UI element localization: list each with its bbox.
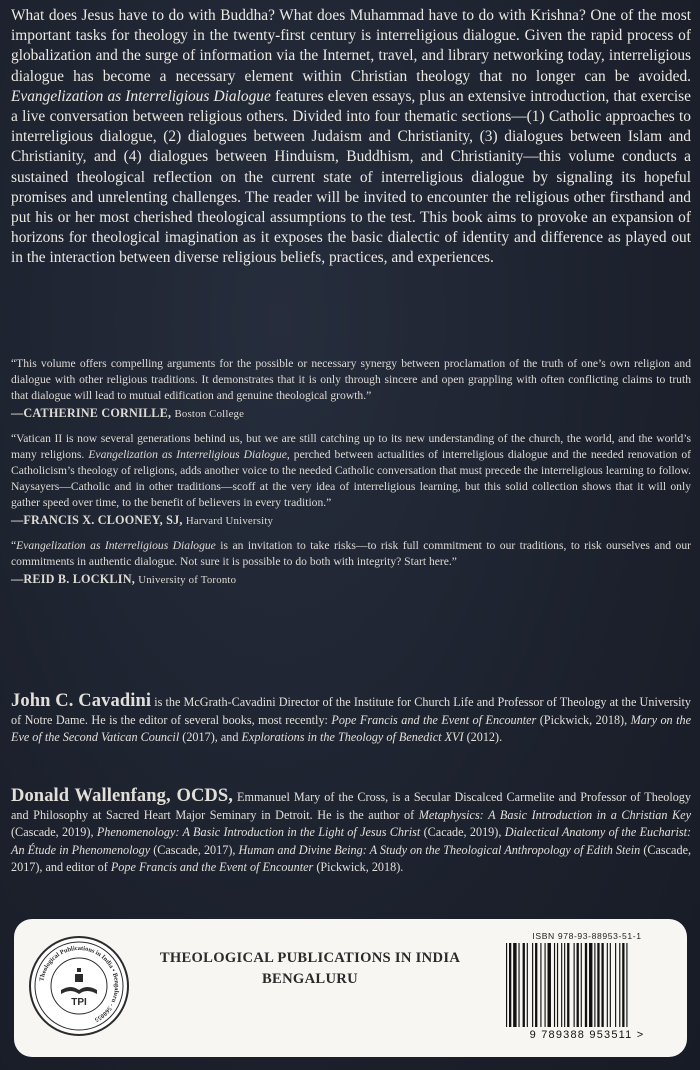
bio-text: is the McGrath-Cavadini Director of the Institute for Church Life and Professor of Theology at the University of Notre Dame. He is the editor of several books, most recently: <box>11 695 691 727</box>
endorser-affiliation: University of Toronto <box>138 574 237 586</box>
publisher-name <box>145 948 475 990</box>
bio-text: (Cascade, 2017), and editor of <box>11 842 692 875</box>
back-cover-blurb <box>11 6 691 269</box>
endorsement-book-title: Evangelization as Interreligious Dialogue, <box>88 448 290 461</box>
bio-text: Emmanuel Mary of the Cross, is a Secular Discalced Carmelite and Professor of Theology and Philosophy at Sacred Heart Major Seminary in Detroit. He is the author of <box>11 790 691 822</box>
endorser-name: —REID B. LOCKLIN, <box>11 572 135 586</box>
svg-text:Theological Publications in In: Theological Publications in India • Bengaluru - 560055 <box>38 944 121 1024</box>
bio-book-title: Pope Francis and the Event of Encounter <box>331 712 537 727</box>
endorsement-clooney <box>11 431 691 529</box>
bio-book-title: Human and Divine Being: A Study on the Theological Anthropology of Edith Stein <box>238 842 641 857</box>
endorser-affiliation: Harvard University <box>185 515 274 527</box>
bio-text: (Cascade, 2019), <box>11 825 94 840</box>
publisher-line-2: BENGALURU <box>262 971 358 987</box>
publisher-footer <box>14 919 687 1057</box>
barcode-icon <box>502 943 672 1031</box>
bio-book-title: Pope Francis and the Event of Encounter <box>110 860 314 875</box>
bio-text: (Cacade, 2019), <box>423 825 502 840</box>
endorsement-book-title: Evangelization as Interreligious Dialogue <box>16 539 216 552</box>
isbn-digits <box>494 1029 680 1041</box>
blurb-book-title: Evangelization as Interreligious Dialogue <box>11 87 271 105</box>
endorser-name: —CATHERINE CORNILLE, <box>11 406 172 420</box>
publisher-line-1: THEOLOGICAL PUBLICATIONS IN INDIA <box>159 950 461 966</box>
endorsement-attribution <box>11 405 691 422</box>
blurb-text-2: features eleven essays, plus an extensive introduction, that exercise a live conversation between religious others. Divided into four thematic sections—(1) Catholic approaches to interreligious dialogue, (2) dialogues between Judaism and Christianity, (3) dialogues between Islam and Christianity, and (4) dialogues between Hinduism, Buddhism, and Christianity—this volume conducts a sustained theological reflection on the current state of interreligious dialogue by signaling its hopeful promises and unrelenting challenges. The reader will be invited to encounter the religious other firsthand and put his or her most cherished theological assumptions to the test. This book aims to provoke an expansion of horizons for theological imagination as it exposes the basic dialectic of identity and difference as played out in the interaction between diverse religious beliefs, practices, and experiences. <box>11 87 691 267</box>
endorsement-locklin <box>11 538 691 588</box>
bio-text: (Cascade, 2017), <box>153 842 236 857</box>
endorser-name: —FRANCIS X. CLOONEY, SJ, <box>11 513 183 527</box>
bio-text: (Pickwick, 2018), <box>539 712 628 727</box>
endorsement-attribution <box>11 571 691 588</box>
bio-book-title: Mary on the Eve of the Second Vatican Council <box>11 712 692 745</box>
author-name: John C. Cavadini <box>11 691 152 711</box>
endorser-affiliation: Boston College <box>174 408 245 420</box>
isbn-label: ISBN 978-93-88953-51-1 <box>532 931 642 941</box>
endorsement-text: “This volume offers compelling arguments for the possible or necessary synergy between proclamation of the truth of one’s own religion and dialogue with other religious traditions. It demonstrates that it is only through sincere and open grappling with often conflicting claims to truth that dialogue will lead to mutual edification and genuine theological growth.” <box>11 357 691 402</box>
bio-book-title: Metaphysics: A Basic Introduction in a Christian Key <box>418 807 691 822</box>
endorsement-cornille <box>11 356 691 422</box>
bio-book-title: Phenomenology: A Basic Introduction in the Light of Jesus Christ <box>96 825 421 840</box>
bio-text: (2012). <box>466 730 503 745</box>
bio-text: (Pickwick, 2018). <box>316 860 404 875</box>
bio-wallenfang <box>11 788 691 877</box>
isbn-barcode <box>494 929 680 1049</box>
bio-book-title: Explorations in the Theology of Benedict XVI <box>241 730 464 745</box>
bio-text: (2017), and <box>182 730 239 745</box>
blurb-text-1: What does Jesus have to do with Buddha? What does Muhammad have to do with Krishna? One of the most important tasks for theology in the twenty-first century is interreligious dialogue. Given the rapid process of globalization and the surge of information via the Internet, travel, and library networking today, interreligious dialogue has become a necessary element within Christian theology that no longer can be avoided. <box>11 7 691 85</box>
endorsement-text-cont: perched between actualities of interreligious dialogue and the needed renovation of Catholicism’s theology of religions, adds another voice to the needed Catholic conversation that must precede the interreligious learning to follow. Naysayers—Catholic and in other traditions—scoff at the very idea of interreligious learning, but this solid collection shows that it will only gather speed over time, to the benefit of believers in every tradition.” <box>11 448 691 509</box>
svg-text:TPI: TPI <box>71 997 87 1008</box>
bio-cavadini <box>11 693 691 747</box>
endorsement-open-quote: “ <box>11 539 17 552</box>
tpi-seal-icon <box>31 938 127 1034</box>
endorsements <box>11 356 691 597</box>
publisher-logo <box>29 936 129 1036</box>
author-name: Donald Wallenfang, OCDS, <box>11 786 233 806</box>
endorsement-text: “Vatican II is now several generations behind us, but we are still catching up to its new understanding of the church, the world, and the world’s many religions. <box>11 432 691 461</box>
isbn-arrow: > <box>636 1029 645 1041</box>
endorsement-text-cont: is an invitation to take risks—to risk full commitment to our traditions, to risk ourselves and our commitments in authentic dialogue. Not sure it is possible to do both with integrity? Start here.” <box>11 539 691 568</box>
isbn-digits-text: 9 789388 953511 <box>529 1029 633 1041</box>
bio-book-title: Dialectical Anatomy of the Eucharist: An Étude in Phenomenology <box>11 825 692 857</box>
endorsement-attribution <box>11 512 691 529</box>
